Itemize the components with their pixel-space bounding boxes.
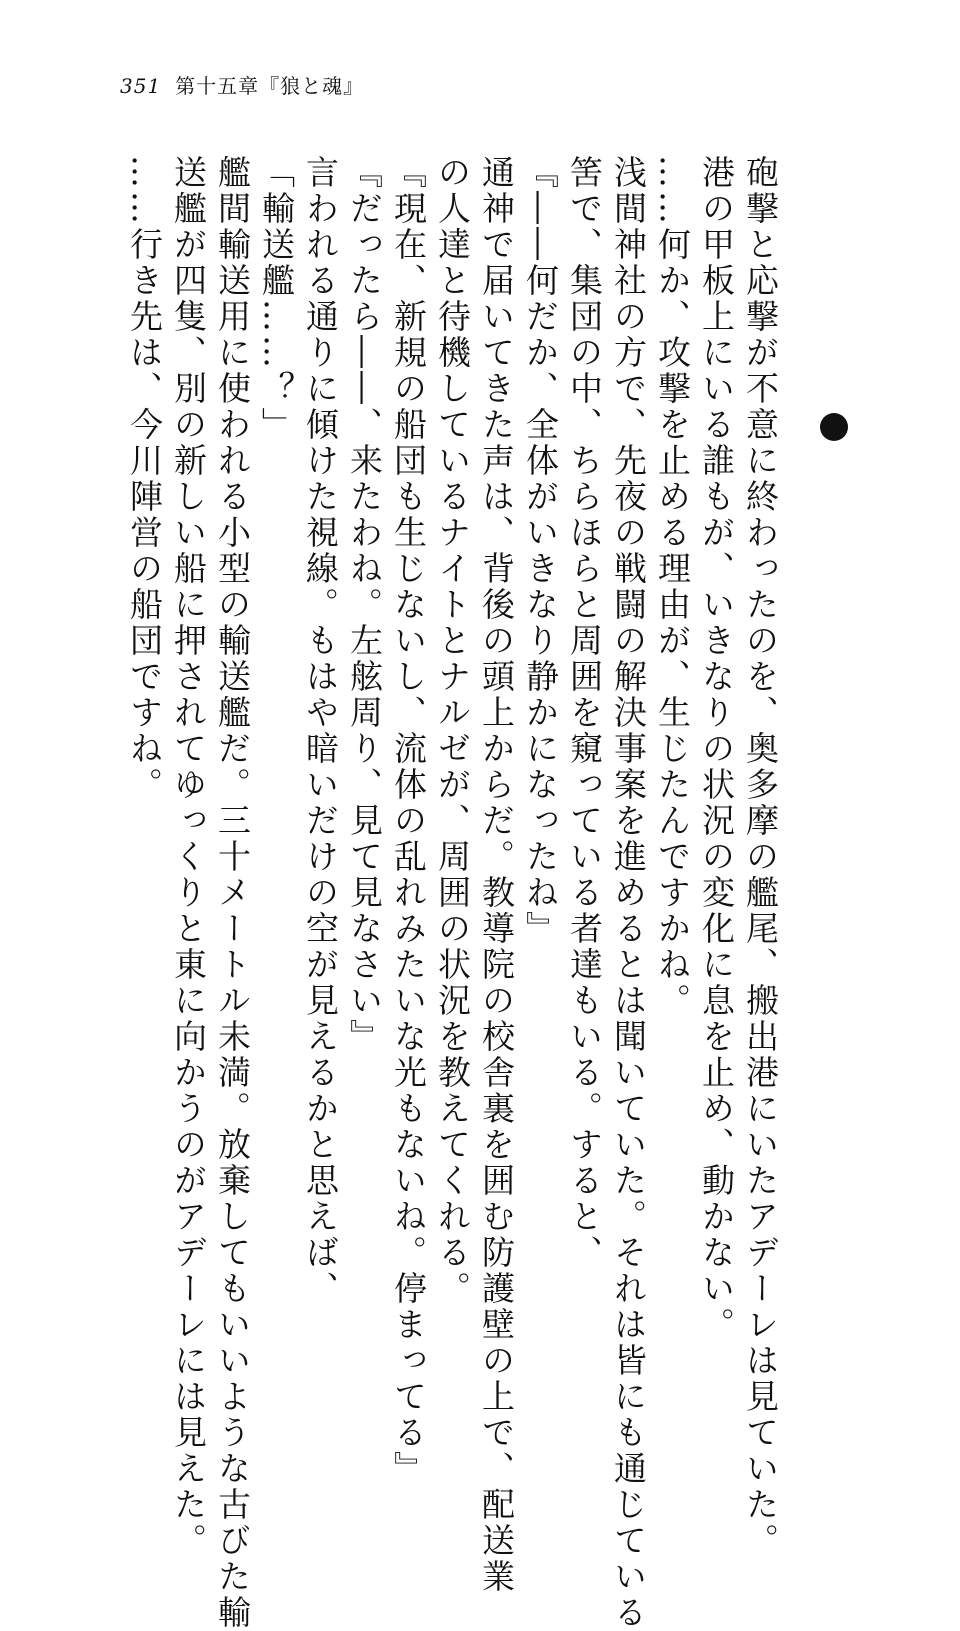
chapter-title: 第十五章『狼と魂』 [175, 74, 365, 98]
section-dot-icon [820, 413, 848, 441]
text-line: 『だったら――、来たわね。左舷周り、見て見なさい』 [345, 155, 384, 1055]
text-line: 筈で、集団の中、ちらほらと周囲を窺っている者達もいる。すると、 [565, 155, 604, 1271]
text-line: 言われる通りに傾けた視線。もはや暗いだけの空が見えるかと思えば、 [301, 155, 340, 1307]
text-line: 「輸送艦……？」 [257, 155, 296, 443]
text-line: 砲撃と応撃が不意に終わったのを、奥多摩の艦尾、搬出港にいたアデーレは見ていた。 [741, 155, 780, 1559]
text-line: ……行き先は、今川陣営の船団ですね。 [125, 155, 164, 803]
text-line: 『――何だか、全体がいきなり静かになったね』 [521, 155, 560, 947]
text-line: 通神で届いてきた声は、背後の頭上からだ。教導院の校舎裏を囲む防護壁の上で、配送業 [477, 155, 516, 1595]
text-line: 『現在、新規の船団も生じないし、流体の乱れみたいな光もないね。停まってる』 [389, 155, 428, 1487]
text-line: 港の甲板上にいる誰もが、いきなりの状況の変化に息を止め、動かない。 [697, 155, 736, 1343]
body-text [122, 155, 782, 1631]
text-line: 送艦が四隻、別の新しい船に押されてゆっくりと東に向かうのがアデーレには見えた。 [169, 155, 208, 1559]
page-number: 351 [120, 74, 162, 98]
text-line: 浅間神社の方で、先夜の戦闘の解決事案を進めるとは聞いていた。それは皆にも通じている [609, 155, 648, 1631]
text-line: の人達と待機しているナイトとナルゼが、周囲の状況を教えてくれる。 [433, 155, 472, 1307]
running-header [120, 74, 364, 98]
text-line: 艦間輸送用に使われる小型の輸送艦だ。三十メートル未満。放棄してもいいような古びた輸 [213, 155, 252, 1631]
text-line: ……何か、攻撃を止める理由が、生じたんですかね。 [653, 155, 692, 1019]
